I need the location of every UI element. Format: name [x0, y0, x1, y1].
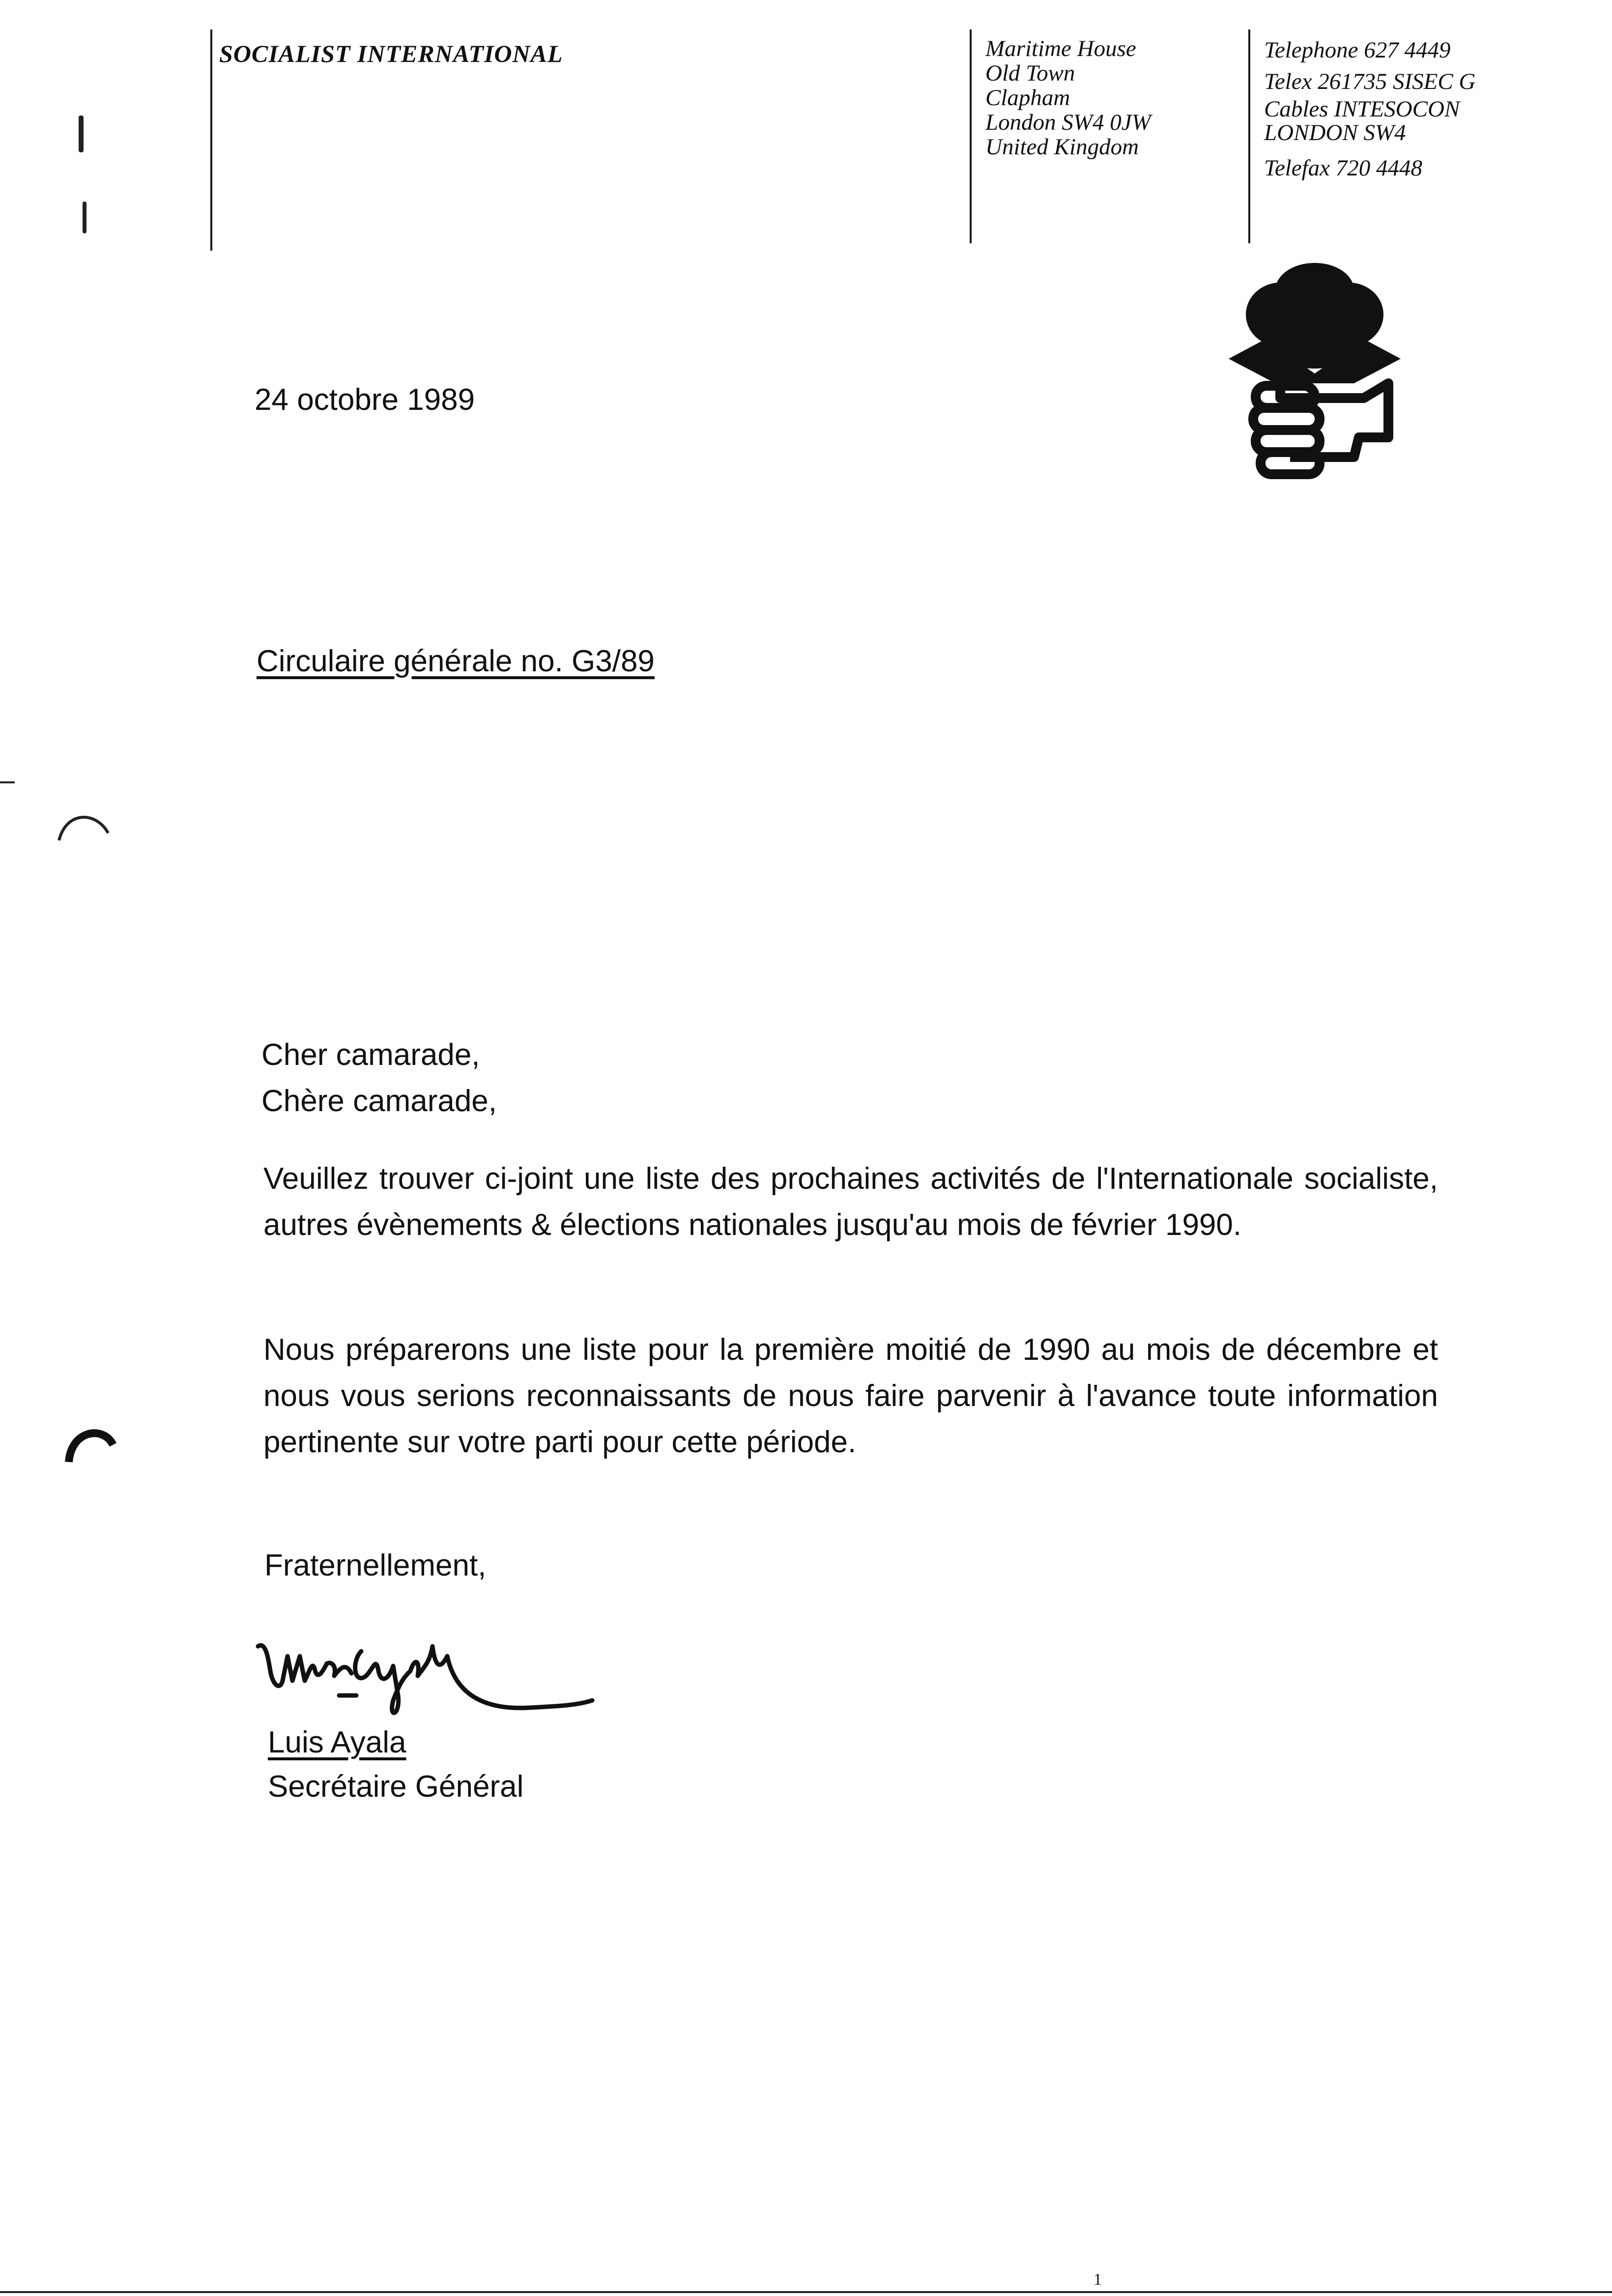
signatory-title: Secrétaire Général	[268, 1770, 524, 1804]
address-line: Old Town	[985, 60, 1075, 86]
contact-line: Telefax 720 4448	[1264, 155, 1423, 181]
closing: Fraternellement,	[264, 1549, 487, 1582]
contact-line: Cables INTESOCON	[1264, 96, 1460, 122]
body-paragraph: Veuillez trouver ci-joint une liste des prochaines activités de l'Internationale socialiste, autres évènements & élections nationales jusqu'au mois de février 1990.	[263, 1162, 1438, 1242]
page-number: 1	[1094, 2270, 1102, 2289]
scan-mark	[0, 781, 15, 783]
contact-line: Telex 261735 SISEC G	[1264, 69, 1476, 94]
salutation	[261, 1032, 497, 1124]
scan-mark	[57, 806, 111, 845]
contact-line: LONDON SW4	[1264, 120, 1406, 145]
scan-mark	[79, 115, 84, 152]
fist-icon	[1253, 383, 1388, 474]
signatory-name: Luis Ayala	[268, 1725, 406, 1759]
contact-line: Telephone 627 4449	[1264, 37, 1451, 63]
address-block	[985, 36, 1151, 159]
address-line: Clapham	[985, 85, 1070, 111]
salutation-line: Chère camarade,	[261, 1084, 497, 1118]
address-line: United Kingdom	[985, 134, 1139, 160]
address-line: London SW4 0JW	[985, 110, 1151, 135]
letterhead-rule-middle	[970, 29, 972, 243]
letter-subject: Circulaire générale no. G3/89	[257, 644, 655, 678]
address-line: Maritime House	[985, 36, 1136, 61]
body-paragraph: Nous préparerons une liste pour la première moitié de 1990 au mois de décembre et nous vous serions reconnaissants de nous faire parvenir à l'avance toute information pertinente sur votre parti pour cette période.	[263, 1333, 1438, 1459]
letterhead-rule-right	[1248, 29, 1250, 243]
salutation-line: Cher camarade,	[261, 1038, 480, 1072]
rose-icon	[1229, 263, 1401, 383]
organization-name: SOCIALIST INTERNATIONAL	[219, 40, 563, 67]
scan-mark	[83, 201, 86, 233]
scan-mark	[64, 1420, 118, 1464]
letter-date: 24 octobre 1989	[255, 383, 475, 417]
letterhead-rule-left	[210, 29, 212, 251]
handwritten-signature	[253, 1627, 607, 1740]
contact-block	[1264, 34, 1475, 184]
fist-and-rose-logo	[1226, 260, 1403, 487]
page-bottom-rule	[0, 2291, 1612, 2293]
